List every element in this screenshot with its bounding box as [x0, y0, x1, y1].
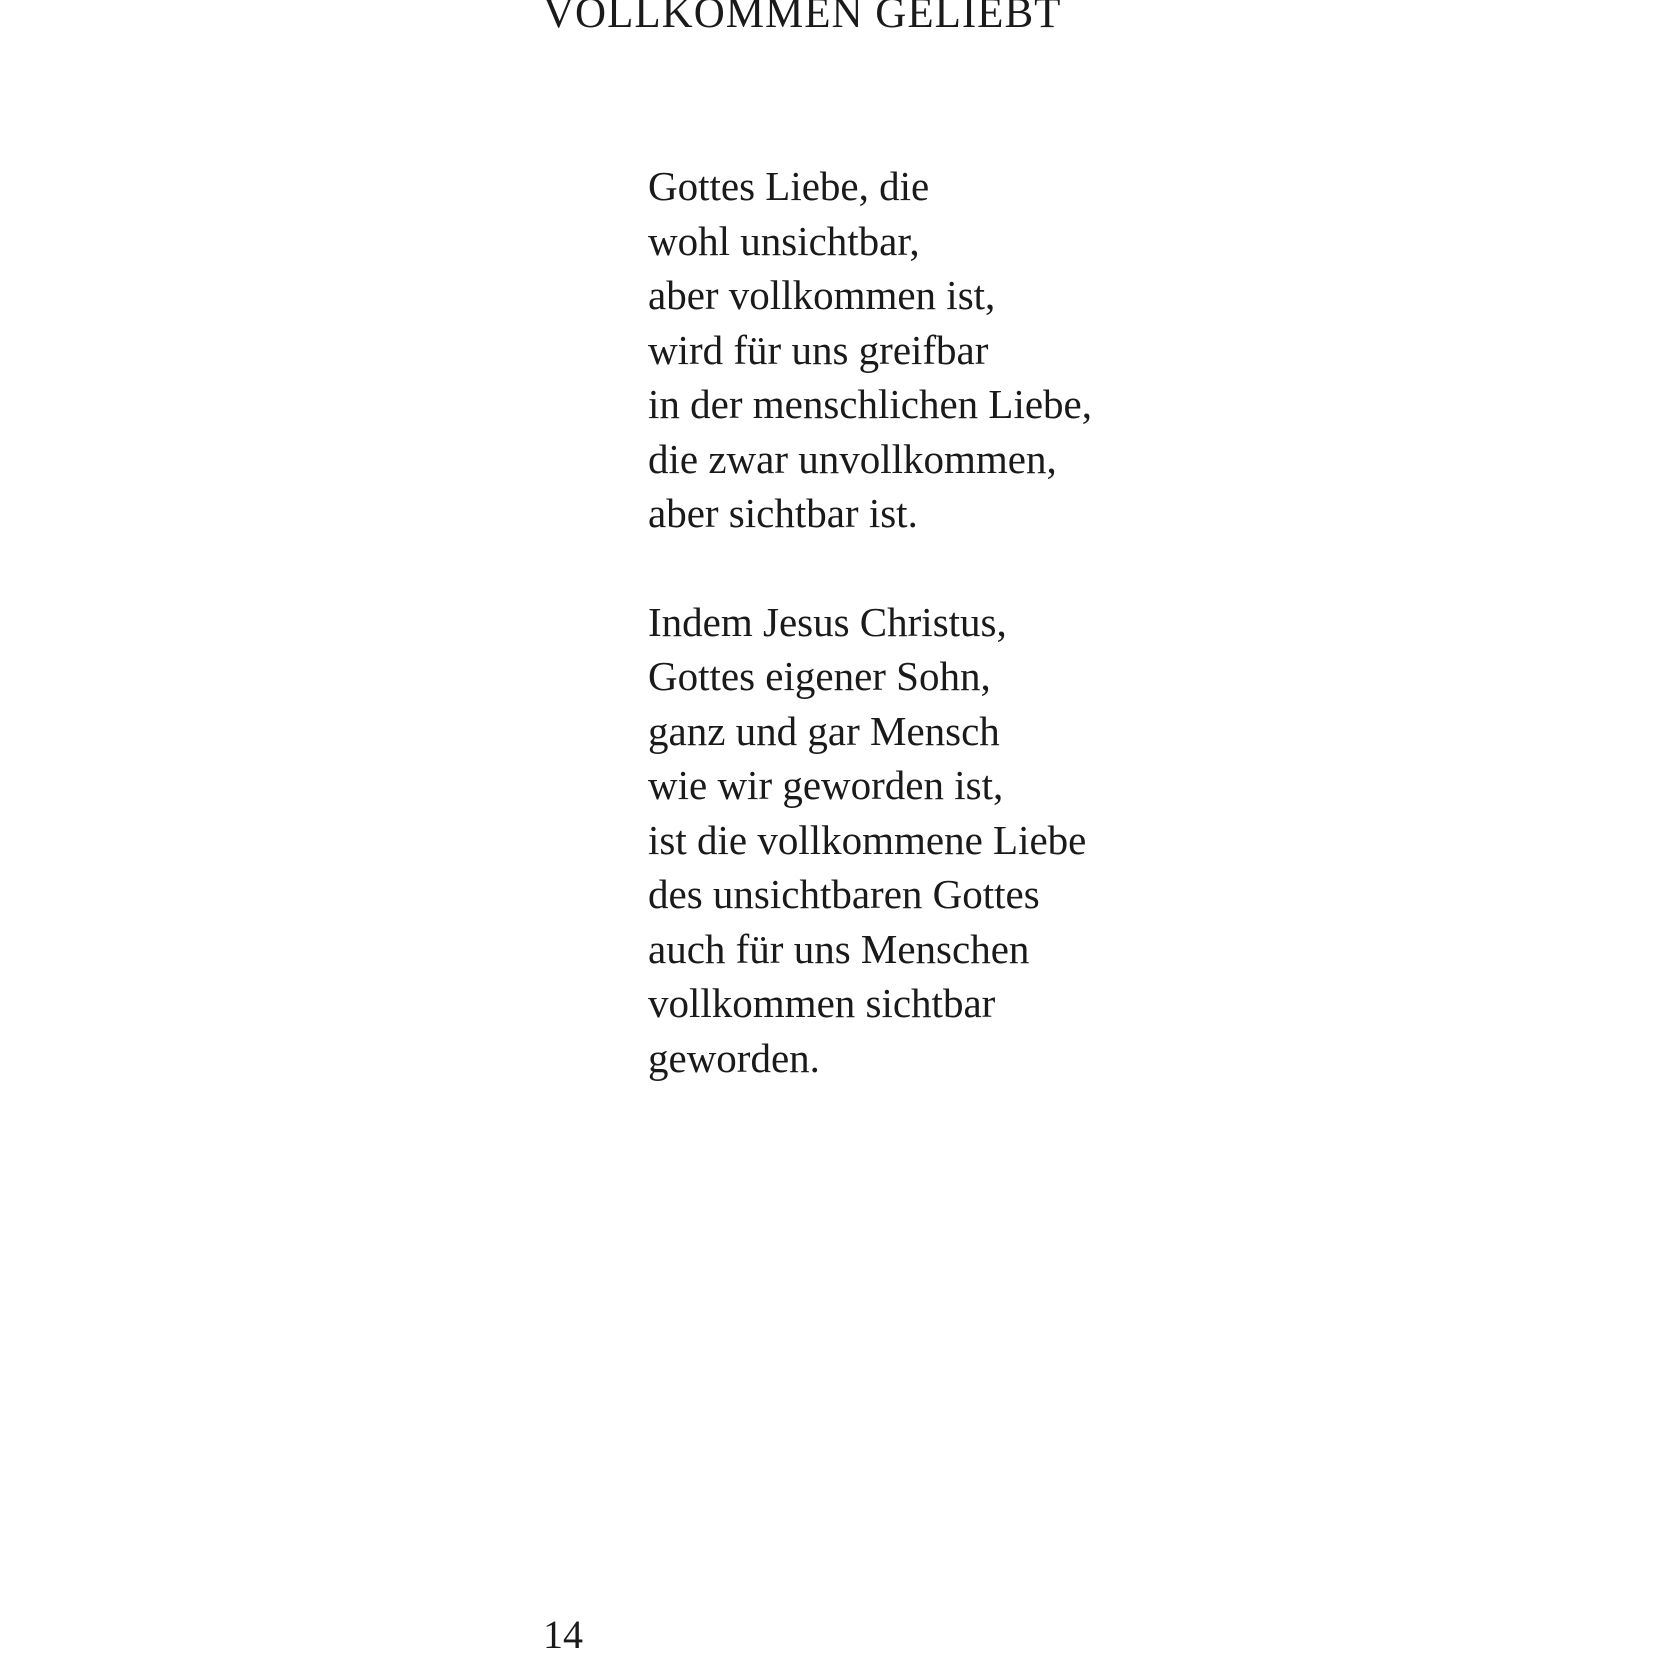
stanza-1 [648, 159, 1092, 541]
poem-line: ganz und gar Mensch [648, 707, 1000, 754]
poem-line: Gottes eigener Sohn, [648, 653, 991, 699]
poem-line: geworden. [648, 1034, 820, 1081]
page-number: 14 [543, 1612, 583, 1657]
poem-line: wie wir geworden ist, [648, 762, 1004, 808]
poem-line: wohl unsichtbar, [648, 217, 920, 264]
poem-line: vollkommen sichtbar [648, 980, 996, 1026]
poem-line: Gottes Liebe, die [648, 163, 930, 209]
poem [648, 159, 1092, 1085]
poem-line: aber sichtbar ist. [648, 490, 918, 536]
poem-line: Indem Jesus Christus, [648, 598, 1007, 645]
poem-line: die zwar unvollkommen, [648, 435, 1057, 482]
poem-line: auch für uns Menschen [648, 925, 1030, 972]
poem-line: wird für uns greifbar [648, 326, 989, 373]
poem-line: des unsichtbaren Gottes [648, 871, 1040, 917]
poem-line: aber vollkommen ist, [648, 272, 996, 318]
poem-line: ist die vollkommene Liebe [648, 816, 1087, 863]
poem-line: in der menschlichen Liebe, [648, 381, 1092, 427]
stanza-2 [648, 595, 1092, 1086]
running-header-title: VOLLKOMMEN GELIEBT [543, 0, 1062, 37]
